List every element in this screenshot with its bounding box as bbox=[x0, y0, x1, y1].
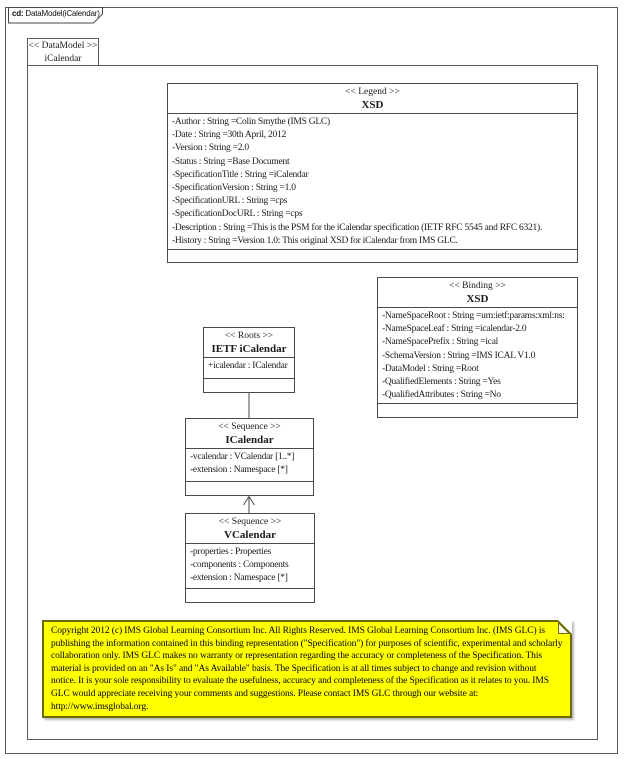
attribute-line: -SpecificationDocURL : String =cps bbox=[172, 209, 303, 220]
roots-header bbox=[204, 328, 294, 357]
attribute-line: -Author : String =Colin Smythe (IMS GLC) bbox=[172, 117, 330, 127]
roots-name: IETF iCalendar bbox=[211, 343, 287, 355]
attribute-line: -Date : String =30th April, 2012 bbox=[172, 130, 286, 141]
attribute-line: -NameSpacePrefix : String =ical bbox=[382, 337, 499, 348]
copyright-text: Copyright 2012 (c) IMS Global Learning Consortium Inc. All Rights Reserved. IMS Global Learning Consortium Inc. (IMS GLC) is publishing the information contained in this binding representation ("Specification") for purposes of scientific, experimental and scholarly collaboration only. IMS GLC makes no warranty or representation regarding the accuracy or completeness of the Specification. This material is provided on an "As Is" and "As Available" basis. The Specification is at all times subject to change and revision without notice. It is your sole responsibility to evaluate the usefulness, accuracy and completeness of the Specification as it relates to you. IMS GLC would appreciate receiving your comments and suggestions. Please contact IMS GLC through our website at: http://www.imsglobal.org. bbox=[51, 626, 563, 712]
attribute-line: -NameSpaceRoot : String =urn:ietf:params:xml:ns: bbox=[382, 311, 565, 321]
attribute-line: -SpecificationURL : String =cps bbox=[172, 196, 288, 207]
class-box-binding[interactable] bbox=[377, 277, 578, 418]
vcalendar-header bbox=[186, 514, 314, 543]
legend-stereotype: << Legend >> bbox=[345, 87, 400, 97]
attribute-line: -DataModel : String =Root bbox=[382, 363, 479, 374]
binding-name: XSD bbox=[466, 293, 489, 305]
copyright-note[interactable] bbox=[42, 620, 572, 718]
class-box-vcalendar[interactable] bbox=[185, 513, 315, 603]
binding-header bbox=[378, 278, 577, 307]
attribute-line: -SchemaVersion : String =IMS ICAL V1.0 bbox=[382, 350, 536, 361]
frame-tab-keyword: cd: bbox=[12, 9, 24, 18]
binding-operations-compartment bbox=[378, 403, 577, 417]
attribute-line: -Status : String =Base Document bbox=[172, 156, 290, 167]
icalendar-header bbox=[186, 419, 313, 448]
class-box-legend[interactable] bbox=[167, 83, 578, 263]
icalendar-name: ICalendar bbox=[225, 434, 274, 446]
legend-operations-compartment bbox=[168, 249, 577, 263]
attribute-line: -Version : String =2.0 bbox=[172, 143, 249, 154]
vcalendar-stereotype: << Sequence >> bbox=[218, 517, 282, 527]
package-name-box[interactable] bbox=[27, 38, 99, 66]
legend-attributes bbox=[168, 113, 577, 249]
attribute-line: -vcalendar : VCalendar [1..*] bbox=[190, 452, 295, 462]
note-fold-icon bbox=[558, 620, 572, 634]
frame-tab-title: DataModel(iCalendar) bbox=[23, 9, 100, 18]
legend-name: XSD bbox=[361, 99, 384, 111]
icalendar-operations-compartment bbox=[186, 481, 313, 495]
class-box-icalendar[interactable] bbox=[185, 418, 314, 496]
roots-operations-compartment bbox=[204, 378, 294, 392]
attribute-line: -extension : Namespace [*] bbox=[190, 465, 288, 476]
package-stereotype: << DataModel >> bbox=[28, 41, 98, 51]
package-name: iCalendar bbox=[44, 54, 82, 64]
roots-attributes bbox=[204, 357, 294, 378]
attribute-line: -components : Components bbox=[190, 560, 289, 571]
vcalendar-attributes bbox=[186, 543, 314, 588]
attribute-line: -History : String =Version 1.0: This original XSD for iCalendar from IMS GLC. bbox=[172, 235, 458, 246]
binding-stereotype: << Binding >> bbox=[449, 281, 506, 291]
vcalendar-name: VCalendar bbox=[224, 529, 276, 541]
attribute-line: -NameSpaceLeaf : String =icalendar-2.0 bbox=[382, 324, 527, 335]
attribute-line: +icalendar : ICalendar bbox=[208, 361, 288, 371]
attribute-line: -properties : Properties bbox=[190, 547, 272, 557]
frame-tab-label bbox=[12, 9, 100, 18]
binding-attributes bbox=[378, 307, 577, 403]
attribute-line: -QualifiedElements : String =Yes bbox=[382, 377, 501, 388]
roots-stereotype: << Roots >> bbox=[224, 331, 274, 341]
icalendar-stereotype: << Sequence >> bbox=[218, 422, 281, 432]
icalendar-attributes bbox=[186, 448, 313, 481]
attribute-line: -SpecificationVersion : String =1.0 bbox=[172, 183, 296, 194]
diagram-frame-tab[interactable] bbox=[8, 7, 104, 24]
attribute-line: -SpecificationTitle : String =iCalendar bbox=[172, 169, 309, 180]
attribute-line: -QualifiedAttributes : String =No bbox=[382, 390, 501, 401]
attribute-line: -extension : Namespace [*] bbox=[190, 573, 288, 584]
legend-header bbox=[168, 84, 577, 113]
class-box-roots[interactable] bbox=[203, 327, 295, 393]
attribute-line: -Description : String =This is the PSM for the iCalendar specification (IETF RFC 5545 and RFC 6321). bbox=[172, 222, 543, 233]
vcalendar-operations-compartment bbox=[186, 588, 314, 602]
